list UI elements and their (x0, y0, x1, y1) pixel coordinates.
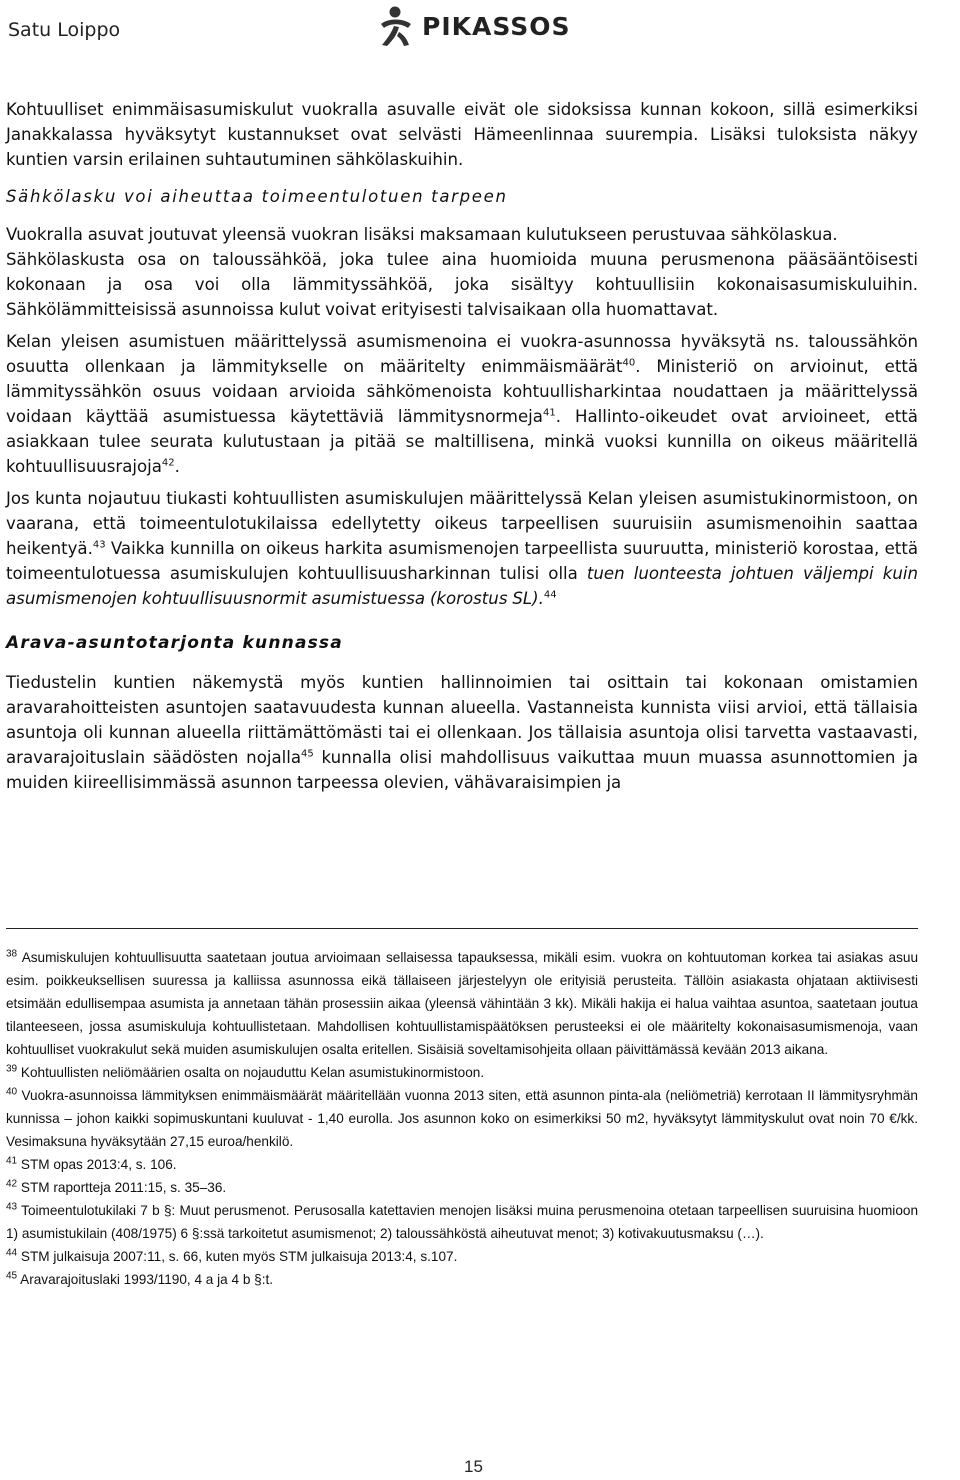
page-header (0, 0, 960, 64)
footnote-ref-44: 44 (543, 589, 557, 601)
footnote-ref-45: 45 (301, 748, 314, 760)
footnote-ref-40: 40 (622, 357, 636, 369)
footnote-ref-41: 41 (542, 407, 556, 419)
footnote-43: $^{43}$ Toimeentulotukilaki 7 b §: Muut perusmenot. Perusosalla katettavien menojen lisäksi muina perusmenoina otetaan tarpeellisen suuruisina huomioon 1) asumistukilain (408/1975) 6 §:ssä tarkoitetut asumismenot; 2) taloussähköstä aiheutuvat menot; 3) kotivakuutusmaksu (…). (6, 1201, 918, 1241)
main-content (6, 97, 918, 795)
footnote-40: $^{40}$ Vuokra-asunnoissa lämmityksen enimmäismäärät määritellään vuonna 2013 siten, että asunnon pinta-ala (neliömetriä) kerrotaan II lämmitysryhmän kunnissa – johon kaikki sopimuskuntani kuuluvat - 1,40 eurolla. Jos asunnon koko on esimerkiksi 50 m2, hyväksytyt lämmityskulut ovat noin 70 €/kk. Vesimaksuna hyväksytään 27,15 euroa/henkilö. (6, 1086, 918, 1149)
logo-text: PIKASSOS (422, 11, 571, 41)
footnotes (6, 946, 918, 1291)
paragraph-arava-housing: Tiedustelin kuntien näkemystä myös kuntien hallinnoimien tai osittain tai kokonaan omistamien aravarahoitteisten asuntojen saatavuudesta kunnan alueella. Vastanneista kunnista viisi arvioi, että tällaisia asuntoja oli kunnan alueella riittämättömästi tai ei ollenkaan. Jos tällaisia asuntoja olisi tarvetta vastaavasti, aravarajoituslain säädösten nojalla$^{45}$ kunnalla olisi mahdollisuus vaikuttaa muun muassa asunnottomien ja muiden kiireellisimmässä asunnon tarpeessa olevien, vähävaraisimpien ja (6, 673, 918, 792)
footnote-separator (6, 928, 918, 929)
paragraph-intro: Kohtuulliset enimmäisasumiskulut vuokralla asuvalle eivät ole sidoksissa kunnan kokoon, sillä esimerkiksi Janakkalassa hyväksytyt kustannukset ovat selvästi Hämeenlinnaa suurempia. Lisäksi tuloksista näkyy kuntien varsin erilainen suhtautuminen sähkölaskuihin. (6, 100, 918, 169)
section-heading-arava: Arava-asuntotarjonta kunnassa (6, 633, 343, 653)
paragraph-household-electricity: Sähkölaskusta osa on taloussähköä, joka tulee aina huomioida muuna perusmenona pääsääntöisesti kokonaan ja osa voi olla lämmityssähköä, joka sisältyy kohtuullisiin kokonaisasumiskuluihin. Sähkölämmitteisissä asunnoissa kulut voivat erityisesti talvisaikaan olla huomattavat. (6, 250, 918, 319)
paragraph-electricity-bill: Vuokralla asuvat joutuvat yleensä vuokran lisäksi maksamaan kulutukseen perustuvaa sähkölaskua. (6, 225, 838, 244)
footnote-ref-43: 43 (92, 539, 106, 551)
footnote-41: $^{41}$ STM opas 2013:4, s. 106. (6, 1155, 177, 1172)
footnote-ref-42: 42 (161, 457, 175, 469)
footnote-45: $^{45}$ Aravarajoituslaki 1993/1190, 4 a ja 4 b §:t. (6, 1270, 274, 1287)
footnote-42: $^{42}$ STM raportteja 2011:15, s. 35–36. (6, 1178, 227, 1195)
paragraph-municipality-standards: Jos kunta nojautuu tiukasti kohtuullisten asumiskulujen määrittelyssä Kelan yleisen asumistukinormistoon, on vaarana, että toimeentulotukilaissa edellytetty oikeus tarpeellisen suuruisiin asumismenoihin saattaa heikentyä.$^{43}$ Vaikka kunnilla on oikeus harkita asumismenojen tarpeellista suuruutta, ministeriö korostaa, että toimeentulotuessa asumiskulujen kohtuullisuusharkinnan tulisi olla tuen luonteesta johtuen väljempi kuin asumismenojen kohtuullisuusnormit asumistuessa (korostus SL).$^{44}$ (6, 489, 918, 608)
pikassos-logo (378, 4, 571, 48)
page-number: 15 (464, 1457, 483, 1476)
paragraph-kela-housing: Kelan yleisen asumistuen määrittelyssä asumismenoina ei vuokra-asunnossa hyväksytä ns. taloussähkön osuutta ollenkaan ja lämmitykselle on määritelty enimmäismäärät$^{40}$. Ministeriö on arvioinut, että lämmityssähkön osuus voidaan arvioida sähkömenoista kohtuullisharkintaa noudattaen ja määrittelyssä voidaan käyttää asumistuessa käytettäviä lämmitysnormeja$^{41}$. Hallinto-oikeudet ovat arvioineet, että asiakkaan tulee seurata kulutustaan ja pitää se maltillisena, minkä vuoksi kunnilla on oikeus määritellä kohtuullisuusrajoja$^{42}$. (6, 332, 918, 476)
header-author: Satu Loippo (8, 19, 121, 41)
emphasis-quote: tuen luonteesta johtuen väljempi kuin asumismenojen kohtuullisuusnormit asumistuessa (korostus SL). (6, 564, 918, 608)
footnote-38: $^{38}$ Asumiskulujen kohtuullisuutta saatetaan joutua arvioimaan sellaisessa tapauksessa, mikäli esim. vuokra on kohtuutoman korkea tai asiakas asuu esim. poikkeuksellisen suuressa ja kalliissa asunnossa eikä tällaiseen järjestelyyn ole erityisiä perusteita. Tällöin asiakasta ohjataan aktiivisesti etsimään edullisempaa asumista ja annetaan tähän prosessiin aikaa (yleensä vähintään 3 kk). Mikäli hakija ei halua vaihtaa asuntoa, saatetaan joutua tilanteeseen, jossa asumiskuluja kohtuullistetaan. Mahdollisen kohtuullistamispäätöksen perusteeksi ei ole määritelty kokonaisasumismenoja, vaan kohtuulliset vuokrakulut sekä muiden asumiskulujen osalta eritellen. Sisäisiä soveltamisohjeita ollaan päivittämässä kevään 2013 aikana. (6, 948, 919, 1057)
pikassos-figure-icon (378, 5, 414, 47)
footnote-44: $^{44}$ STM julkaisuja 2007:11, s. 66, kuten myös STM julkaisuja 2013:4, s.107. (6, 1247, 458, 1264)
footnote-39: $^{39}$ Kohtuullisten neliömäärien osalta on nojauduttu Kelan asumistukinormistoon. (6, 1063, 485, 1080)
section-heading-electricity: Sähkölasku voi aiheuttaa toimeentulotuen tarpeen (6, 187, 508, 206)
